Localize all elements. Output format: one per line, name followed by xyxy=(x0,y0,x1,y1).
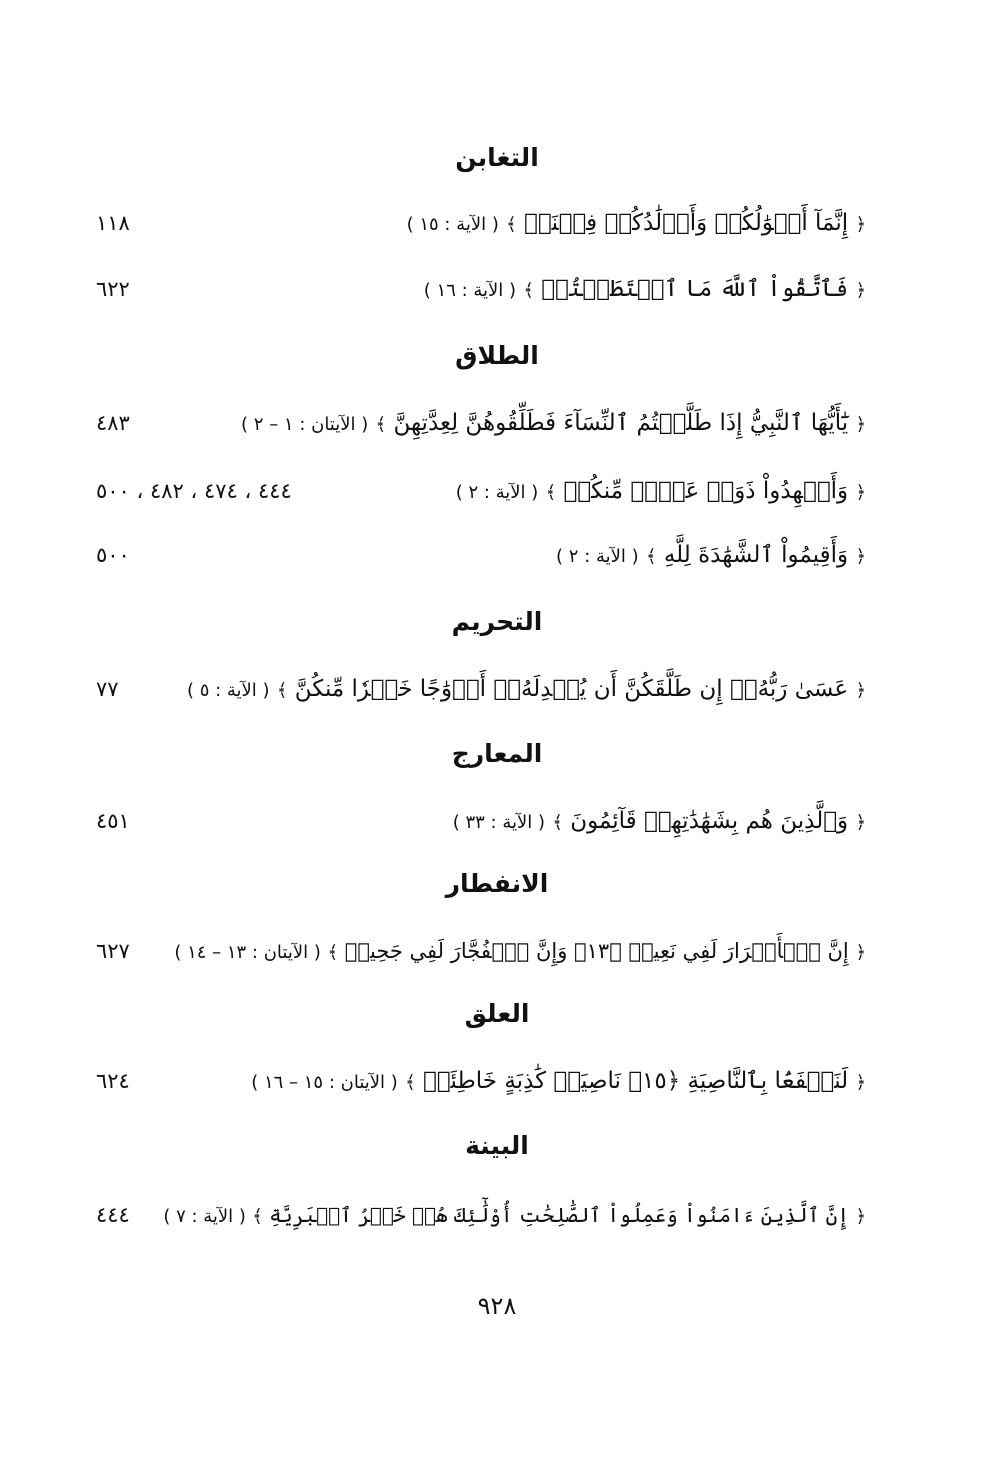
page-references: ٦٢٢ xyxy=(96,277,130,301)
verse-entry xyxy=(96,1062,866,1102)
page-references: ٦٢٧ xyxy=(96,939,130,963)
page-references: ٥٠٠ xyxy=(96,543,130,567)
verse-entry xyxy=(96,932,866,972)
verse-line xyxy=(456,472,866,512)
ornament-close-icon: ﴾ xyxy=(405,1072,416,1093)
verse-reference: ( الآيتان : ١ – ٢ ) xyxy=(241,414,369,435)
ornament-open-icon: ﴿ xyxy=(855,812,866,833)
verse-entry xyxy=(96,802,866,842)
verse-reference: ( الآيتان : ١٥ – ١٦ ) xyxy=(251,1072,398,1093)
verse-text: عَسَىٰ رَبُّهُۥٓ إِن طَلَّقَكُنَّ أَن يُبۡدِلَهُۥٓ أَزۡوَٰجًا خَيۡرٗا مِّنكُنَّ xyxy=(294,676,849,702)
page-references: ٤٤٤ xyxy=(96,1203,130,1227)
verse-reference: ( الآية : ٢ ) xyxy=(556,546,639,567)
ornament-open-icon: ﴿ xyxy=(855,942,866,963)
ornament-close-icon: ﴾ xyxy=(276,680,288,701)
ornament-close-icon: ﴾ xyxy=(552,812,563,833)
verse-text: وَٱلَّذِينَ هُم بِشَهَٰدَٰتِهِمۡ قَآئِمُونَ xyxy=(570,808,849,834)
surah-heading: المعارج xyxy=(451,739,543,768)
verse-line xyxy=(407,204,866,244)
verse-reference: ( الآية : ٧ ) xyxy=(163,1206,246,1227)
ornament-close-icon: ﴾ xyxy=(645,546,657,567)
ornament-open-icon: ﴿ xyxy=(855,482,866,503)
surah-heading: التحريم xyxy=(451,607,543,636)
verse-text: إِنَّمَآ أَمۡوَٰلُكُمۡ وَأَوۡلَٰدُكُمۡ فِتۡنَةٞ xyxy=(524,210,849,236)
verse-line xyxy=(174,932,866,972)
verse-line xyxy=(187,670,866,710)
verse-line xyxy=(251,1062,866,1102)
surah-heading: الطلاق xyxy=(455,341,539,370)
verse-reference: ( الآية : ٥ ) xyxy=(186,680,270,701)
verse-text: وَأَشۡهِدُواْ ذَوَيۡ عَدۡلٖ مِّنكُمۡ xyxy=(563,478,849,504)
verse-entry xyxy=(96,404,866,444)
surah-heading: التغابن xyxy=(455,143,539,172)
verse-entry xyxy=(96,1196,866,1236)
verse-line xyxy=(424,270,866,310)
verse-reference: ( الآية : ٢ ) xyxy=(455,482,539,503)
verse-reference: ( الآية : ٣٣ ) xyxy=(452,812,546,833)
verse-text: لَنَسۡفَعَۢا بِٱلنَّاصِيَةِ ﴿١٥﴾ نَاصِيَةٖ كَٰذِبَةٍ خَاطِئَةٖ xyxy=(422,1068,849,1094)
verse-line xyxy=(556,536,866,576)
verse-entry xyxy=(96,204,866,244)
ornament-open-icon: ﴿ xyxy=(855,680,866,701)
page-references: ٤٤٤ ، ٤٧٤ ، ٤٨٢ ، ٥٠٠ xyxy=(96,479,292,503)
verse-text: يَٰٓأَيُّهَا ٱلنَّبِيُّ إِذَا طَلَّقۡتُمُ ٱلنِّسَآءَ فَطَلِّقُوهُنَّ لِعِدَّتِهِنَّ xyxy=(393,410,849,436)
surah-heading: الانفطار xyxy=(445,869,549,898)
page-references: ٤٨٣ xyxy=(96,411,130,435)
ornament-open-icon: ﴿ xyxy=(855,546,866,567)
verse-text: فَٱتَّقُواْ ٱللَّهَ مَا ٱسۡتَطَعۡتُمۡ xyxy=(541,276,849,302)
page-references: ٤٥١ xyxy=(96,809,130,833)
surah-heading: العلق xyxy=(464,999,530,1028)
ornament-open-icon: ﴿ xyxy=(855,1072,866,1093)
page-references: ٦٢٤ xyxy=(96,1069,130,1093)
ornament-open-icon: ﴿ xyxy=(855,280,866,301)
verse-text: إِنَّ ٱلَّذِينَ ءَامَنُواْ وَعَمِلُواْ ٱلصَّٰلِحَٰتِ أُوْلَٰٓئِكَ هُمۡ خَيۡرُ ٱلۡبَرِيَّةِ xyxy=(269,1203,850,1227)
verse-line xyxy=(163,1196,866,1236)
ornament-close-icon: ﴾ xyxy=(506,214,517,235)
ornament-open-icon: ﴿ xyxy=(855,214,866,235)
verse-entry xyxy=(96,670,866,710)
page-references: ١١٨ xyxy=(96,211,130,235)
ornament-close-icon: ﴾ xyxy=(252,1206,263,1227)
verse-entry xyxy=(96,472,866,512)
verse-text: إِنَّ ٱلۡأَبۡرَارَ لَفِي نَعِيمٖ ﴿١٣﴾ وَإِنَّ ٱلۡفُجَّارَ لَفِي جَحِيمٖ xyxy=(344,939,849,963)
page-number: ٩٢٨ xyxy=(477,1292,517,1320)
verse-line xyxy=(453,802,866,842)
ornament-close-icon: ﴾ xyxy=(327,942,339,963)
verse-entry xyxy=(96,536,866,576)
verse-line xyxy=(241,404,866,444)
ornament-close-icon: ﴾ xyxy=(375,414,387,435)
ornament-close-icon: ﴾ xyxy=(523,280,534,301)
verse-reference: ( الآية : ١٦ ) xyxy=(423,280,517,301)
ornament-open-icon: ﴿ xyxy=(855,414,866,435)
surah-heading: البينة xyxy=(465,1131,529,1160)
verse-text: وَأَقِيمُواْ ٱلشَّهَٰدَةَ لِلَّهِ xyxy=(663,542,849,568)
ornament-close-icon: ﴾ xyxy=(545,482,557,503)
verse-reference: ( الآية : ١٥ ) xyxy=(406,214,499,235)
verse-reference: ( الآيتان : ١٣ – ١٤ ) xyxy=(174,942,321,963)
ornament-open-icon: ﴿ xyxy=(855,1206,866,1227)
page-references: ٧٧ xyxy=(96,677,119,701)
verse-entry xyxy=(96,270,866,310)
